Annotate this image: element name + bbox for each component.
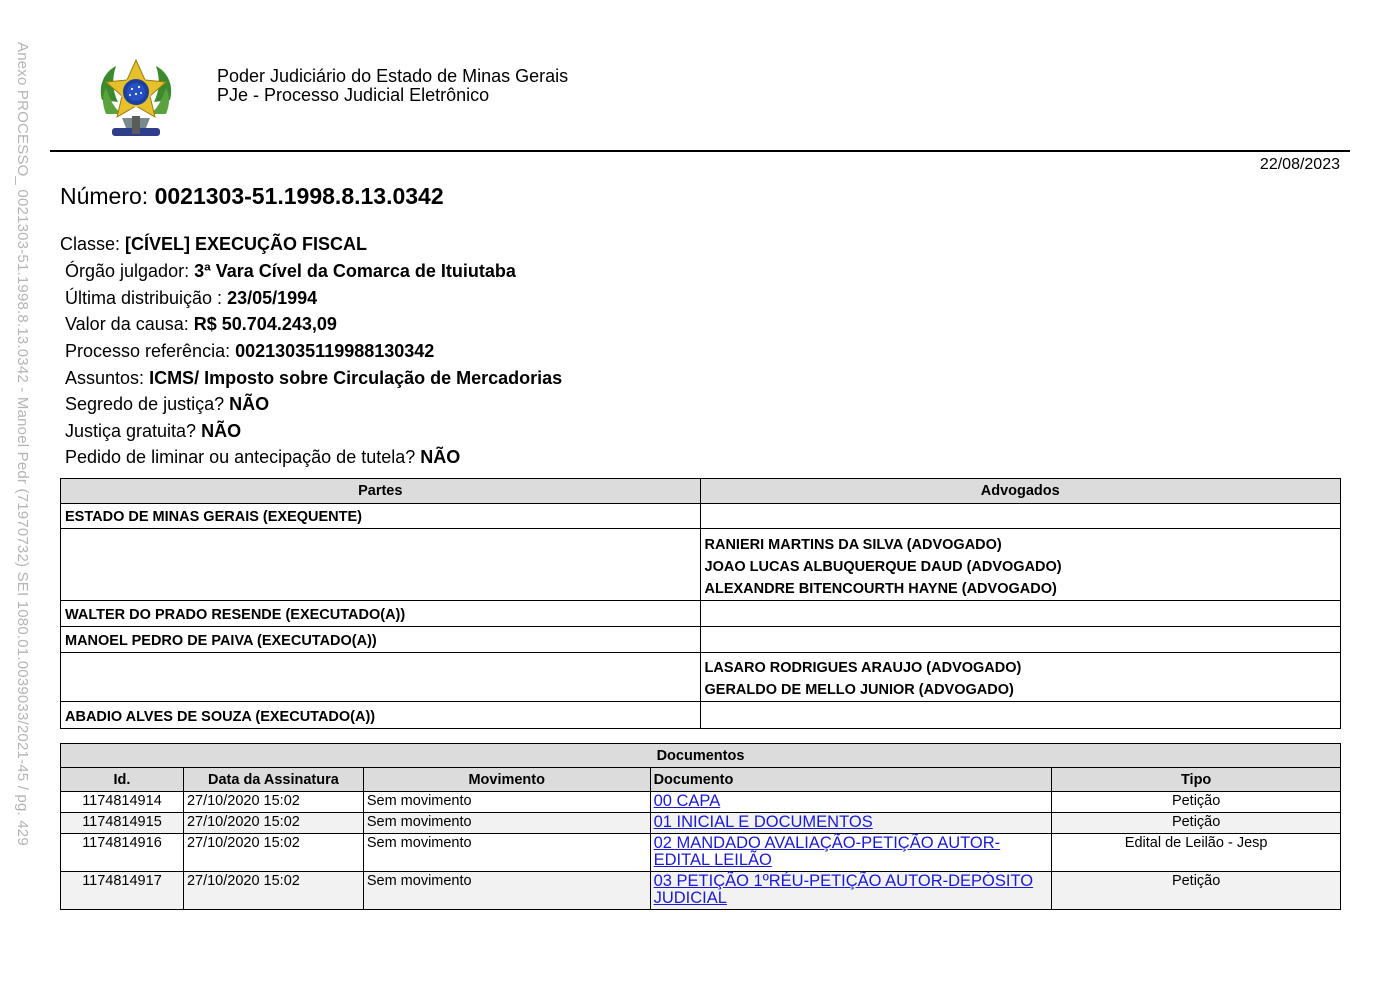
- doc-tipo: Petição: [1052, 813, 1341, 834]
- parte-cell: [61, 529, 701, 601]
- header-institution: Poder Judiciário do Estado de Minas Gerais: [217, 66, 569, 86]
- advogado-cell: [700, 504, 1341, 529]
- table-row: [61, 529, 1341, 601]
- table-row: [61, 702, 1341, 729]
- table-header-row: [61, 479, 1341, 504]
- field-gratuita: [65, 420, 241, 442]
- process-number: [60, 183, 444, 210]
- parte-name: MANOEL PEDRO DE PAIVA (EXECUTADO(A)): [65, 633, 377, 649]
- field-label: Classe:: [60, 234, 121, 254]
- doc-cell: [650, 834, 1052, 872]
- partes-header: Partes: [61, 479, 701, 504]
- table-row: [61, 792, 1341, 813]
- table-row: [61, 653, 1341, 702]
- table-row: [61, 504, 1341, 529]
- doc-cell: [650, 872, 1052, 910]
- document-link[interactable]: 02 MANDADO AVALIAÇÃO-PETIÇÃO AUTOR-EDITAL LEILÃO: [653, 834, 1001, 869]
- table-header-row: [61, 768, 1341, 792]
- table-row: [61, 834, 1341, 872]
- parte-name: WALTER DO PRADO RESENDE (EXECUTADO(A)): [65, 607, 406, 623]
- field-label: Segredo de justiça?: [65, 394, 225, 414]
- doc-movimento: Sem movimento: [363, 813, 650, 834]
- field-orgao: [65, 260, 516, 282]
- advogados-header: Advogados: [700, 479, 1341, 504]
- field-referencia: [65, 340, 434, 362]
- advogado-cell: [700, 702, 1341, 729]
- field-label: Valor da causa:: [65, 314, 189, 334]
- doc-id: 1174814917: [61, 872, 184, 910]
- doc-id: 1174814915: [61, 813, 184, 834]
- field-label: Órgão julgador:: [65, 261, 190, 281]
- field-label: Justiça gratuita?: [65, 421, 197, 441]
- header-divider: [50, 150, 1350, 152]
- field-distribuicao: [65, 287, 317, 309]
- field-value: ICMS/ Imposto sobre Circulação de Mercadorias: [149, 368, 563, 388]
- field-value: NÃO: [229, 394, 270, 414]
- advogado-name: ALEXANDRE BITENCOURTH HAYNE (ADVOGADO): [704, 581, 1057, 597]
- field-valor: [65, 313, 337, 335]
- field-label: Assuntos:: [65, 368, 145, 388]
- field-label: Processo referência:: [65, 341, 231, 361]
- header-system: PJe - Processo Judicial Eletrônico: [217, 85, 490, 105]
- field-liminar: [65, 446, 460, 468]
- side-annotation: Anexo PROCESSO_ 0021303-51.1998.8.13.0342 - Manoel Pedr (71970732) SEI 1080.01.0039033/2021-45 / pg. 429: [14, 42, 31, 846]
- parte-cell: [61, 702, 701, 729]
- advogado-name: LASARO RODRIGUES ARAUJO (ADVOGADO): [704, 660, 1022, 676]
- doc-tipo: Petição: [1052, 872, 1341, 910]
- documento-header: Documento: [650, 768, 1052, 792]
- field-segredo: [65, 393, 269, 415]
- table-row: [61, 627, 1341, 653]
- partes-table: [60, 478, 1341, 729]
- parte-name: ESTADO DE MINAS GERAIS (EXEQUENTE): [65, 509, 363, 525]
- field-label: Pedido de liminar ou antecipação de tutela?: [65, 447, 416, 467]
- parte-name: ABADIO ALVES DE SOUZA (EXECUTADO(A)): [65, 709, 376, 725]
- document-link[interactable]: 03 PETIÇÃO 1ºRÉU-PETIÇÃO AUTOR-DEPÓSITO JUDICIAL: [653, 872, 1034, 907]
- doc-date: 27/10/2020 15:02: [183, 834, 363, 872]
- advogado-name: GERALDO DE MELLO JUNIOR (ADVOGADO): [704, 682, 1014, 698]
- field-label: Última distribuição :: [65, 288, 223, 308]
- document-date: 22/08/2023: [1259, 156, 1340, 173]
- tipo-header: Tipo: [1052, 768, 1341, 792]
- parte-cell: [61, 601, 701, 627]
- field-value: NÃO: [420, 447, 461, 467]
- field-classe: [60, 233, 367, 255]
- process-number-label: Número:: [60, 183, 149, 209]
- table-row: [61, 872, 1341, 910]
- doc-id: 1174814914: [61, 792, 184, 813]
- advogado-cell: [700, 529, 1341, 601]
- field-value: NÃO: [201, 421, 242, 441]
- doc-tipo: Edital de Leilão - Jesp: [1052, 834, 1341, 872]
- advogado-cell: [700, 627, 1341, 653]
- movimento-header: Movimento: [363, 768, 650, 792]
- field-assuntos: [65, 367, 562, 389]
- doc-date: 27/10/2020 15:02: [183, 792, 363, 813]
- documentos-table: [60, 743, 1341, 910]
- field-value: 00213035119988130342: [235, 341, 435, 361]
- advogado-cell: [700, 601, 1341, 627]
- doc-cell: [650, 813, 1052, 834]
- process-number-value: 0021303-51.1998.8.13.0342: [154, 183, 444, 209]
- parte-cell: [61, 627, 701, 653]
- advogado-name: RANIERI MARTINS DA SILVA (ADVOGADO): [704, 537, 1002, 553]
- coat-of-arms-icon: [94, 56, 178, 148]
- documentos-title: Documentos: [61, 744, 1341, 768]
- document-link[interactable]: 01 INICIAL E DOCUMENTOS: [653, 813, 873, 831]
- field-value: R$ 50.704.243,09: [193, 314, 337, 334]
- doc-date: 27/10/2020 15:02: [183, 872, 363, 910]
- doc-cell: [650, 792, 1052, 813]
- data-header: Data da Assinatura: [183, 768, 363, 792]
- doc-tipo: Petição: [1052, 792, 1341, 813]
- field-value: 23/05/1994: [227, 288, 318, 308]
- field-value: 3ª Vara Cível da Comarca de Ituiutaba: [194, 261, 516, 281]
- doc-movimento: Sem movimento: [363, 834, 650, 872]
- advogado-cell: [700, 653, 1341, 702]
- advogado-name: JOAO LUCAS ALBUQUERQUE DAUD (ADVOGADO): [704, 559, 1062, 575]
- parte-cell: [61, 504, 701, 529]
- document-link[interactable]: 00 CAPA: [653, 792, 721, 810]
- table-row: [61, 813, 1341, 834]
- doc-movimento: Sem movimento: [363, 872, 650, 910]
- doc-id: 1174814916: [61, 834, 184, 872]
- table-title-row: [61, 744, 1341, 768]
- parte-cell: [61, 653, 701, 702]
- doc-date: 27/10/2020 15:02: [183, 813, 363, 834]
- field-value: [CÍVEL] EXECUÇÃO FISCAL: [125, 234, 368, 254]
- id-header: Id.: [61, 768, 184, 792]
- table-row: [61, 601, 1341, 627]
- doc-movimento: Sem movimento: [363, 792, 650, 813]
